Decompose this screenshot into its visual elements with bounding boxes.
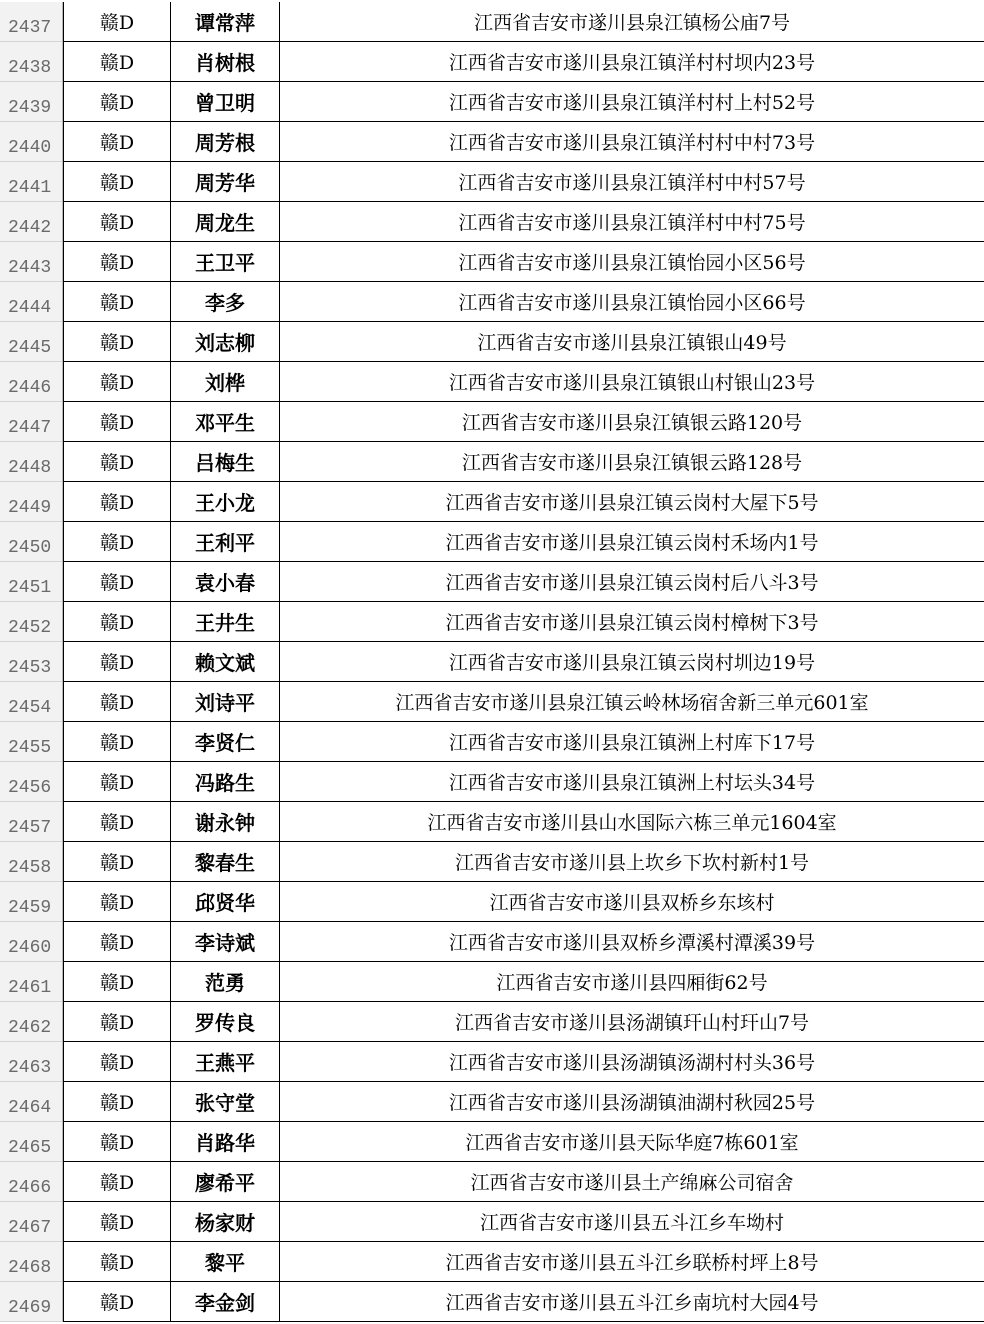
row-number-header[interactable]: 2458	[0, 842, 63, 882]
row-number-header[interactable]: 2437	[0, 2, 63, 42]
address-cell[interactable]: 江西省吉安市遂川县泉江镇洋村中村75号	[280, 202, 984, 242]
row-number-header[interactable]: 2455	[0, 722, 63, 762]
address-cell[interactable]: 江西省吉安市遂川县四厢街62号	[280, 962, 984, 1002]
owner-name-cell[interactable]: 王利平	[171, 522, 280, 562]
address-cell[interactable]: 江西省吉安市遂川县天际华庭7栋601室	[280, 1122, 984, 1162]
owner-name-cell[interactable]: 王卫平	[171, 242, 280, 282]
table-row	[0, 442, 984, 482]
plate-prefix-cell[interactable]: 赣D	[63, 842, 171, 882]
plate-prefix-cell[interactable]: 赣D	[63, 1002, 171, 1042]
address-cell[interactable]: 江西省吉安市遂川县泉江镇洋村中村57号	[280, 162, 984, 202]
owner-name-cell[interactable]: 罗传良	[171, 1002, 280, 1042]
table-row	[0, 842, 984, 882]
row-number-header[interactable]: 2447	[0, 402, 63, 442]
row-number-header[interactable]: 2469	[0, 1282, 63, 1322]
plate-prefix-cell[interactable]: 赣D	[63, 642, 171, 682]
plate-prefix-cell[interactable]: 赣D	[63, 1122, 171, 1162]
row-number-header[interactable]: 2452	[0, 602, 63, 642]
address-cell[interactable]: 江西省吉安市遂川县泉江镇银山49号	[280, 322, 984, 362]
address-cell[interactable]: 江西省吉安市遂川县泉江镇云岭林场宿舍新三单元601室	[280, 682, 984, 722]
row-number-header[interactable]: 2465	[0, 1122, 63, 1162]
table-row	[0, 1202, 984, 1242]
table-row	[0, 1002, 984, 1042]
owner-name-cell[interactable]: 张守堂	[171, 1082, 280, 1122]
table-row	[0, 162, 984, 202]
plate-prefix-cell[interactable]: 赣D	[63, 682, 171, 722]
table-row	[0, 322, 984, 362]
owner-name-cell[interactable]: 谭常萍	[171, 2, 280, 42]
owner-name-cell[interactable]: 冯路生	[171, 762, 280, 802]
address-cell[interactable]: 江西省吉安市遂川县泉江镇云岗村圳边19号	[280, 642, 984, 682]
address-cell[interactable]: 江西省吉安市遂川县泉江镇怡园小区66号	[280, 282, 984, 322]
table-row	[0, 1162, 984, 1202]
row-number-header[interactable]: 2440	[0, 122, 63, 162]
row-number-header[interactable]: 2443	[0, 242, 63, 282]
owner-name-cell[interactable]: 杨家财	[171, 1202, 280, 1242]
row-number-header[interactable]: 2451	[0, 562, 63, 602]
owner-name-cell[interactable]: 袁小春	[171, 562, 280, 602]
table-row	[0, 762, 984, 802]
owner-name-cell[interactable]: 吕梅生	[171, 442, 280, 482]
plate-prefix-cell[interactable]: 赣D	[63, 802, 171, 842]
row-number-header[interactable]: 2453	[0, 642, 63, 682]
owner-name-cell[interactable]: 邓平生	[171, 402, 280, 442]
owner-name-cell[interactable]: 周芳华	[171, 162, 280, 202]
plate-prefix-cell[interactable]: 赣D	[63, 322, 171, 362]
row-number-header[interactable]: 2466	[0, 1162, 63, 1202]
address-cell[interactable]: 江西省吉安市遂川县土产绵麻公司宿舍	[280, 1162, 984, 1202]
address-cell[interactable]: 江西省吉安市遂川县汤湖镇汤湖村村头36号	[280, 1042, 984, 1082]
table-row	[0, 202, 984, 242]
plate-prefix-cell[interactable]: 赣D	[63, 882, 171, 922]
plate-prefix-cell[interactable]: 赣D	[63, 762, 171, 802]
address-cell[interactable]: 江西省吉安市遂川县泉江镇洋村村上村52号	[280, 82, 984, 122]
owner-name-cell[interactable]: 李多	[171, 282, 280, 322]
owner-name-cell[interactable]: 谢永钟	[171, 802, 280, 842]
owner-name-cell[interactable]: 黎平	[171, 1242, 280, 1282]
owner-name-cell[interactable]: 刘诗平	[171, 682, 280, 722]
owner-name-cell[interactable]: 王小龙	[171, 482, 280, 522]
row-number-header[interactable]: 2461	[0, 962, 63, 1002]
owner-name-cell[interactable]: 刘桦	[171, 362, 280, 402]
owner-name-cell[interactable]: 李诗斌	[171, 922, 280, 962]
owner-name-cell[interactable]: 周龙生	[171, 202, 280, 242]
plate-prefix-cell[interactable]: 赣D	[63, 402, 171, 442]
plate-prefix-cell[interactable]: 赣D	[63, 722, 171, 762]
address-cell[interactable]: 江西省吉安市遂川县泉江镇银山村银山23号	[280, 362, 984, 402]
row-number-header[interactable]: 2438	[0, 42, 63, 82]
address-cell[interactable]: 江西省吉安市遂川县五斗江乡联桥村坪上8号	[280, 1242, 984, 1282]
plate-prefix-cell[interactable]: 赣D	[63, 122, 171, 162]
table-row	[0, 922, 984, 962]
plate-prefix-cell[interactable]: 赣D	[63, 562, 171, 602]
table-row	[0, 282, 984, 322]
owner-name-cell[interactable]: 廖希平	[171, 1162, 280, 1202]
address-cell[interactable]: 江西省吉安市遂川县五斗江乡南坑村大园4号	[280, 1282, 984, 1322]
owner-name-cell[interactable]: 李贤仁	[171, 722, 280, 762]
row-number-header[interactable]: 2463	[0, 1042, 63, 1082]
row-number-header[interactable]: 2462	[0, 1002, 63, 1042]
table-row	[0, 1122, 984, 1162]
table-row	[0, 1082, 984, 1122]
address-cell[interactable]: 江西省吉安市遂川县泉江镇洋村村中村73号	[280, 122, 984, 162]
address-cell[interactable]: 江西省吉安市遂川县泉江镇银云路128号	[280, 442, 984, 482]
table-row	[0, 362, 984, 402]
table-row	[0, 642, 984, 682]
plate-prefix-cell[interactable]: 赣D	[63, 242, 171, 282]
row-number-header[interactable]: 2467	[0, 1202, 63, 1242]
row-number-header[interactable]: 2464	[0, 1082, 63, 1122]
row-number-header[interactable]: 2454	[0, 682, 63, 722]
address-cell[interactable]: 江西省吉安市遂川县泉江镇洲上村坛头34号	[280, 762, 984, 802]
table-row	[0, 722, 984, 762]
table-row	[0, 1042, 984, 1082]
address-cell[interactable]: 江西省吉安市遂川县泉江镇云岗村禾场内1号	[280, 522, 984, 562]
address-cell[interactable]: 江西省吉安市遂川县泉江镇洋村村坝内23号	[280, 42, 984, 82]
plate-prefix-cell[interactable]: 赣D	[63, 1282, 171, 1322]
row-number-header[interactable]: 2442	[0, 202, 63, 242]
address-cell[interactable]: 江西省吉安市遂川县汤湖镇油湖村秋园25号	[280, 1082, 984, 1122]
plate-prefix-cell[interactable]: 赣D	[63, 442, 171, 482]
table-row	[0, 1242, 984, 1282]
plate-prefix-cell[interactable]: 赣D	[63, 362, 171, 402]
table-row	[0, 962, 984, 1002]
address-cell[interactable]: 江西省吉安市遂川县泉江镇云岗村大屋下5号	[280, 482, 984, 522]
table-row	[0, 682, 984, 722]
plate-prefix-cell[interactable]: 赣D	[63, 2, 171, 42]
table-row	[0, 802, 984, 842]
plate-prefix-cell[interactable]: 赣D	[63, 1202, 171, 1242]
owner-name-cell[interactable]: 刘志柳	[171, 322, 280, 362]
row-number-header[interactable]: 2468	[0, 1242, 63, 1282]
plate-prefix-cell[interactable]: 赣D	[63, 1082, 171, 1122]
owner-name-cell[interactable]: 王井生	[171, 602, 280, 642]
address-cell[interactable]: 江西省吉安市遂川县泉江镇杨公庙7号	[280, 2, 984, 42]
row-number-header[interactable]: 2450	[0, 522, 63, 562]
row-number-header[interactable]: 2448	[0, 442, 63, 482]
table-row	[0, 882, 984, 922]
address-cell[interactable]: 江西省吉安市遂川县山水国际六栋三单元1604室	[280, 802, 984, 842]
owner-name-cell[interactable]: 邱贤华	[171, 882, 280, 922]
plate-prefix-cell[interactable]: 赣D	[63, 1242, 171, 1282]
owner-name-cell[interactable]: 曾卫明	[171, 82, 280, 122]
row-number-header[interactable]: 2456	[0, 762, 63, 802]
plate-prefix-cell[interactable]: 赣D	[63, 282, 171, 322]
plate-prefix-cell[interactable]: 赣D	[63, 42, 171, 82]
plate-prefix-cell[interactable]: 赣D	[63, 922, 171, 962]
address-cell[interactable]: 江西省吉安市遂川县泉江镇云岗村后八斗3号	[280, 562, 984, 602]
plate-prefix-cell[interactable]: 赣D	[63, 1162, 171, 1202]
owner-name-cell[interactable]: 黎春生	[171, 842, 280, 882]
address-cell[interactable]: 江西省吉安市遂川县双桥乡东垓村	[280, 882, 984, 922]
address-cell[interactable]: 江西省吉安市遂川县泉江镇怡园小区56号	[280, 242, 984, 282]
owner-name-cell[interactable]: 周芳根	[171, 122, 280, 162]
row-number-header[interactable]: 2446	[0, 362, 63, 402]
row-number-header[interactable]: 2449	[0, 482, 63, 522]
owner-name-cell[interactable]: 王燕平	[171, 1042, 280, 1082]
plate-prefix-cell[interactable]: 赣D	[63, 82, 171, 122]
address-cell[interactable]: 江西省吉安市遂川县双桥乡潭溪村潭溪39号	[280, 922, 984, 962]
owner-name-cell[interactable]: 赖文斌	[171, 642, 280, 682]
table-row	[0, 242, 984, 282]
table-row	[0, 562, 984, 602]
table-row	[0, 482, 984, 522]
address-cell[interactable]: 江西省吉安市遂川县汤湖镇玕山村玕山7号	[280, 1002, 984, 1042]
address-cell[interactable]: 江西省吉安市遂川县上坎乡下坎村新村1号	[280, 842, 984, 882]
plate-prefix-cell[interactable]: 赣D	[63, 202, 171, 242]
row-number-header[interactable]: 2459	[0, 882, 63, 922]
table-row	[0, 42, 984, 82]
table-row	[0, 2, 984, 42]
address-cell[interactable]: 江西省吉安市遂川县五斗江乡车坳村	[280, 1202, 984, 1242]
row-number-header[interactable]: 2444	[0, 282, 63, 322]
plate-prefix-cell[interactable]: 赣D	[63, 1042, 171, 1082]
owner-name-cell[interactable]: 李金剑	[171, 1282, 280, 1322]
plate-prefix-cell[interactable]: 赣D	[63, 962, 171, 1002]
plate-prefix-cell[interactable]: 赣D	[63, 602, 171, 642]
row-number-header[interactable]: 2445	[0, 322, 63, 362]
plate-prefix-cell[interactable]: 赣D	[63, 162, 171, 202]
table-row	[0, 122, 984, 162]
owner-name-cell[interactable]: 范勇	[171, 962, 280, 1002]
owner-name-cell[interactable]: 肖树根	[171, 42, 280, 82]
plate-prefix-cell[interactable]: 赣D	[63, 522, 171, 562]
row-number-header[interactable]: 2457	[0, 802, 63, 842]
owner-name-cell[interactable]: 肖路华	[171, 1122, 280, 1162]
table-row	[0, 602, 984, 642]
address-cell[interactable]: 江西省吉安市遂川县泉江镇云岗村樟树下3号	[280, 602, 984, 642]
table-row	[0, 82, 984, 122]
row-number-header[interactable]: 2460	[0, 922, 63, 962]
table-row	[0, 522, 984, 562]
table-row	[0, 402, 984, 442]
address-cell[interactable]: 江西省吉安市遂川县泉江镇洲上村库下17号	[280, 722, 984, 762]
table-row	[0, 1282, 984, 1322]
row-number-header[interactable]: 2439	[0, 82, 63, 122]
row-number-header[interactable]: 2441	[0, 162, 63, 202]
address-cell[interactable]: 江西省吉安市遂川县泉江镇银云路120号	[280, 402, 984, 442]
plate-prefix-cell[interactable]: 赣D	[63, 482, 171, 522]
